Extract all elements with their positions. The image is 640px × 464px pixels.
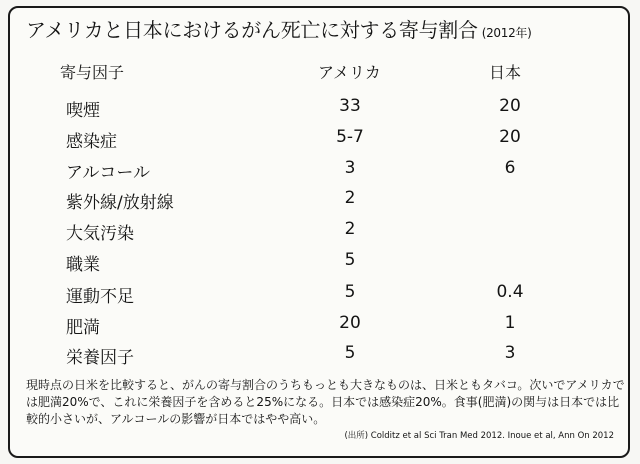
slide-title — [26, 14, 532, 43]
table-row — [0, 127, 640, 153]
table-row — [0, 282, 640, 308]
factor-cell: 喫煙 — [66, 101, 100, 121]
japan-value-cell: 1 — [504, 313, 516, 333]
table-row — [0, 219, 640, 245]
us-value-cell: 5 — [344, 282, 356, 302]
table-row — [0, 158, 640, 184]
us-value-cell: 3 — [344, 158, 356, 178]
factor-cell: アルコール — [66, 163, 150, 183]
factor-cell: 職業 — [66, 255, 100, 275]
japan-value-cell: 0.4 — [496, 282, 524, 302]
us-value-cell: 5 — [344, 343, 356, 363]
japan-value-cell: 6 — [504, 158, 516, 178]
us-value-cell: 5-7 — [336, 127, 364, 147]
us-value-cell: 20 — [339, 313, 361, 333]
table-row — [0, 250, 640, 276]
factor-cell: 大気汚染 — [66, 224, 134, 244]
title-main: アメリカと日本におけるがん死亡に対する寄与割合 — [26, 18, 478, 42]
factor-cell: 肥満 — [66, 318, 100, 338]
us-value-cell: 2 — [344, 188, 356, 208]
title-year: (2012年) — [481, 26, 532, 40]
us-value-cell: 5 — [344, 250, 356, 270]
factor-cell: 運動不足 — [66, 287, 134, 307]
us-value-cell: 33 — [339, 96, 361, 116]
source-citation: (出所) Colditz et al Sci Tran Med 2012. Inoue et al, Ann On 2012 — [344, 431, 614, 441]
summary-note: 現時点の日米を比較すると、がんの寄与割合のうちもっとも大きなものは、日米ともタバコ。次いでアメリカでは肥満20%で、これに栄養因子を含めると25%になる。日本では感染症20%。食事(肥満)の関与は日本では比較的小さいが、アルコールの影響が日本ではやや高い。 — [26, 378, 625, 426]
column-header-us: アメリカ — [318, 63, 381, 82]
table-row — [0, 343, 640, 369]
us-value-cell: 2 — [344, 219, 356, 239]
japan-value-cell: 20 — [499, 96, 521, 116]
table-row — [0, 188, 640, 214]
table-row — [0, 313, 640, 339]
column-header-factor: 寄与因子 — [60, 63, 125, 82]
japan-value-cell: 3 — [504, 343, 516, 363]
table-row — [0, 96, 640, 122]
factor-cell: 紫外線/放射線 — [66, 193, 174, 213]
column-header-japan: 日本 — [489, 63, 522, 82]
factor-cell: 栄養因子 — [66, 348, 134, 368]
factor-cell: 感染症 — [66, 132, 117, 152]
japan-value-cell: 20 — [499, 127, 521, 147]
